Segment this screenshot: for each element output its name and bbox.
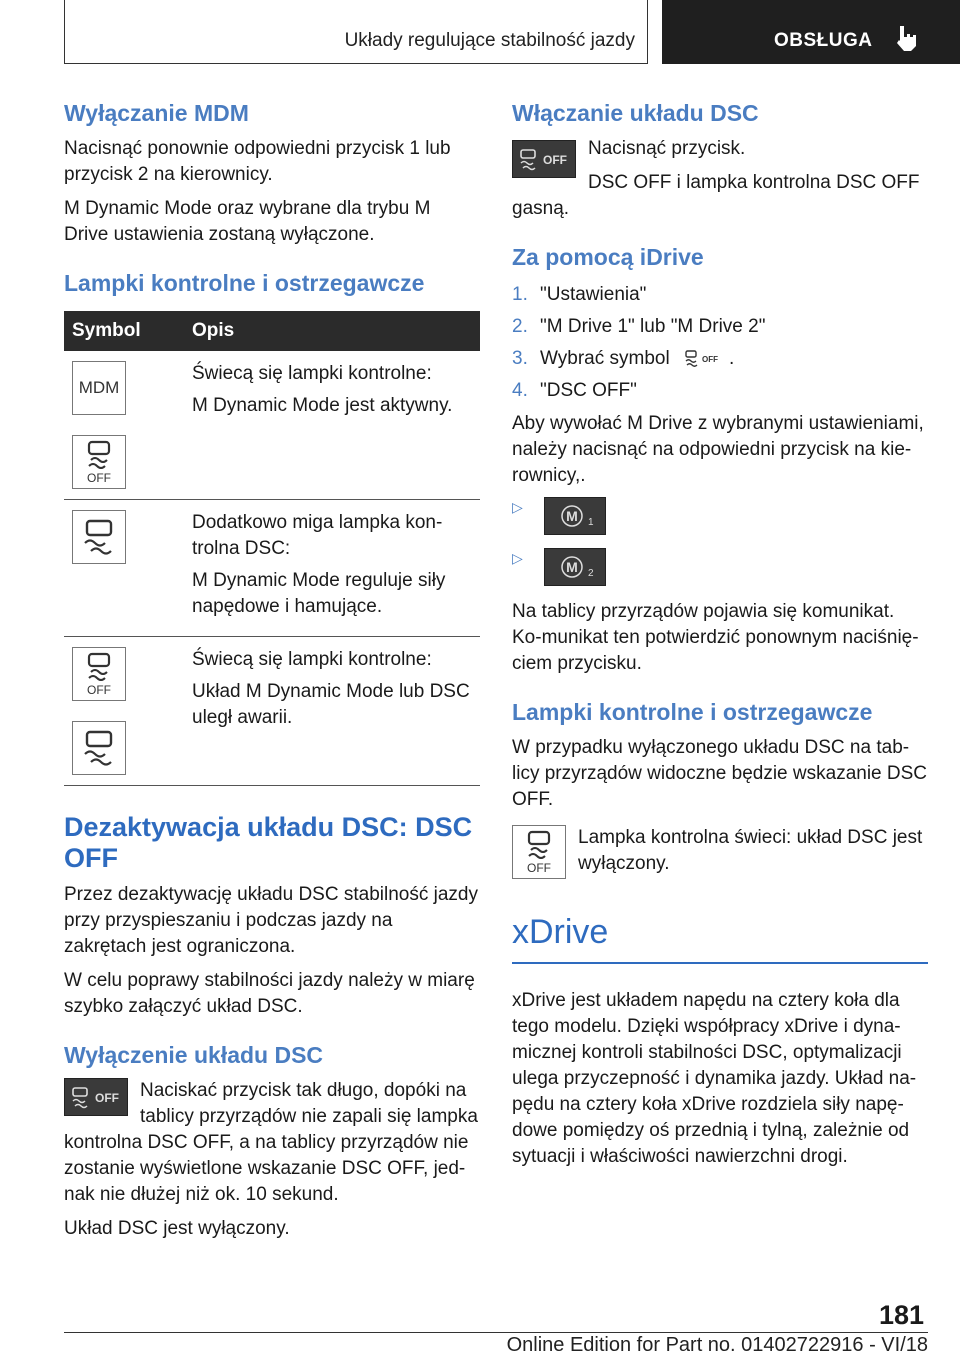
- heading-dsc-deactivation: Dezaktywacja układu DSC: DSC OFF: [64, 812, 473, 874]
- footer-edition: Online Edition for Part no. 01402722916 - VI/18: [506, 1334, 928, 1356]
- header-section-tab: [662, 0, 960, 64]
- list-item: 3. Wybrać symbol OFF .: [512, 348, 735, 370]
- text: DSC OFF i lampka kontrolna DSC OFF gasną.: [512, 171, 920, 219]
- heading-idrive: Za pomocą iDrive: [512, 243, 704, 270]
- table-cell: M Dynamic Mode reguluje siły napędowe i hamujące.: [192, 570, 446, 618]
- text: xDrive jest układem napędu na cztery koła dla tego modelu. Dzięki współpracy xDrive i dyna‐micznej kontroli stabilności DSC, optymalizacji ulega przyczepność i dynamika jazdy. Układ na‐pędu na cztery koła xDrive rozdziela siły napę‐dowe pomiędzy oś przednią i tylną, zależnie od sytuacji i właściwości nawierzchni drogi.: [512, 989, 917, 1167]
- hand-pointer-icon: [894, 24, 920, 52]
- heading-xdrive: xDrive: [512, 912, 609, 951]
- dsc-off-indicator-icon: [72, 647, 126, 701]
- page-number: 181: [878, 1300, 924, 1330]
- table-row: [64, 637, 480, 786]
- svg-text:OFF: OFF: [87, 471, 111, 486]
- text: Aby wywołać M Drive z wybranymi ustawieniami, należy nacisnąć na odpowiedni przycisk na kie‐rownicy,.: [512, 413, 924, 487]
- left-column: [64, 100, 480, 1250]
- text: Nacisnąć przycisk.: [588, 137, 746, 159]
- table-cell: Świecą się lampki kontrolne:: [192, 363, 432, 385]
- dsc-indicator-icon: [72, 510, 126, 564]
- triangle-bullet-icon: ▷: [512, 499, 523, 516]
- heading-lamps-right: Lampki kontrolne i ostrzegawcze: [512, 699, 873, 726]
- text: Na tablicy przyrządów pojawia się komunikat. Ko‐munikat ten potwierdzić ponownym naciśnię‐ciem przycisku.: [512, 601, 919, 675]
- text: Naciskać przycisk tak długo, dopóki na tablicy przyrządów nie zapali się lampka kontrolna DSC OFF, a na tablicy przyrządów nie zostanie wyświetlone wskazanie DSC OFF, jed‐nak nie dłużej niż ok. 10 sekund.: [64, 1079, 478, 1205]
- dsc-off-indicator-icon: [72, 435, 126, 489]
- m-drive-2-button-icon: [544, 548, 606, 586]
- svg-text:M: M: [566, 559, 579, 576]
- mdm-indicator-icon: MDM: [72, 361, 126, 415]
- list-item: 1. "Ustawienia": [512, 284, 647, 306]
- text: M Dynamic Mode oraz wybrane dla trybu M Drive ustawienia zostaną wyłączone.: [64, 197, 431, 245]
- footer-divider: [64, 1332, 928, 1333]
- heading-dsc-off: Wyłączenie układu DSC: [64, 1042, 324, 1069]
- text: Nacisnąć ponownie odpowiedni przycisk 1 lub przycisk 2 na kierownicy.: [64, 137, 451, 185]
- header-section: OBSŁUGA: [774, 30, 873, 51]
- heading-dsc-on: Włączanie układu DSC: [512, 100, 759, 126]
- svg-text:OFF: OFF: [95, 1090, 119, 1105]
- table-cell: Świecą się lampki kontrolne:: [192, 649, 432, 671]
- text: Przez dezaktywację układu DSC stabilność jazdy przy przyspieszaniu i podczas jazdy na zakrętach jest ograniczona.: [64, 884, 478, 958]
- heading-mdm-off: Wyłączanie MDM: [64, 100, 249, 126]
- text: Układ DSC jest wyłączony.: [64, 1217, 290, 1239]
- header-bar: [64, 0, 648, 64]
- header-title: Układy regulujące stabilność jazdy: [344, 30, 635, 51]
- dsc-indicator-icon: [72, 721, 126, 775]
- dsc-off-button-icon: [64, 1078, 128, 1116]
- text: Lampka kontrolna świeci: układ DSC jest wyłączony.: [578, 826, 923, 874]
- table-cell: Dodatkowo miga lampka kon‐trolna DSC:: [192, 512, 443, 560]
- m-drive-2-item: [512, 548, 928, 587]
- svg-text:1: 1: [588, 517, 595, 529]
- right-column: [512, 100, 928, 1178]
- text: W celu poprawy stabilności jazdy należy w miarę szybko załączyć układ DSC.: [64, 970, 475, 1018]
- table-row: [64, 500, 480, 637]
- table-row: [64, 351, 480, 500]
- triangle-bullet-icon: ▷: [512, 550, 523, 567]
- dsc-off-symbol-icon: [683, 349, 723, 369]
- dsc-off-indicator-icon: [512, 825, 566, 879]
- idrive-steps: [512, 279, 928, 407]
- list-item: 4. "DSC OFF": [512, 380, 637, 402]
- dsc-off-button-icon: [512, 140, 576, 178]
- indicator-table: [64, 311, 480, 786]
- m-drive-1-item: [512, 497, 928, 536]
- svg-text:OFF: OFF: [527, 860, 551, 875]
- text: W przypadku wyłączonego układu DSC na tab‐licy przyrządów widoczne będzie wskazanie DSC OFF.: [512, 736, 928, 810]
- heading-lamps: Lampki kontrolne i ostrzegawcze: [64, 269, 425, 296]
- section-divider: [512, 962, 928, 964]
- svg-text:OFF: OFF: [701, 355, 718, 365]
- table-header-symbol: Symbol: [64, 311, 184, 351]
- table-cell: M Dynamic Mode jest aktywny.: [192, 395, 453, 417]
- m-drive-1-button-icon: [544, 497, 606, 535]
- svg-text:2: 2: [588, 568, 595, 580]
- table-cell: Układ M Dynamic Mode lub DSC uległ awarii.: [192, 681, 470, 729]
- list-item: 2. "M Drive 1" lub "M Drive 2": [512, 316, 766, 338]
- svg-text:M: M: [566, 508, 579, 525]
- table-header-desc: Opis: [184, 311, 480, 351]
- svg-text:OFF: OFF: [543, 152, 567, 167]
- svg-text:OFF: OFF: [87, 683, 111, 698]
